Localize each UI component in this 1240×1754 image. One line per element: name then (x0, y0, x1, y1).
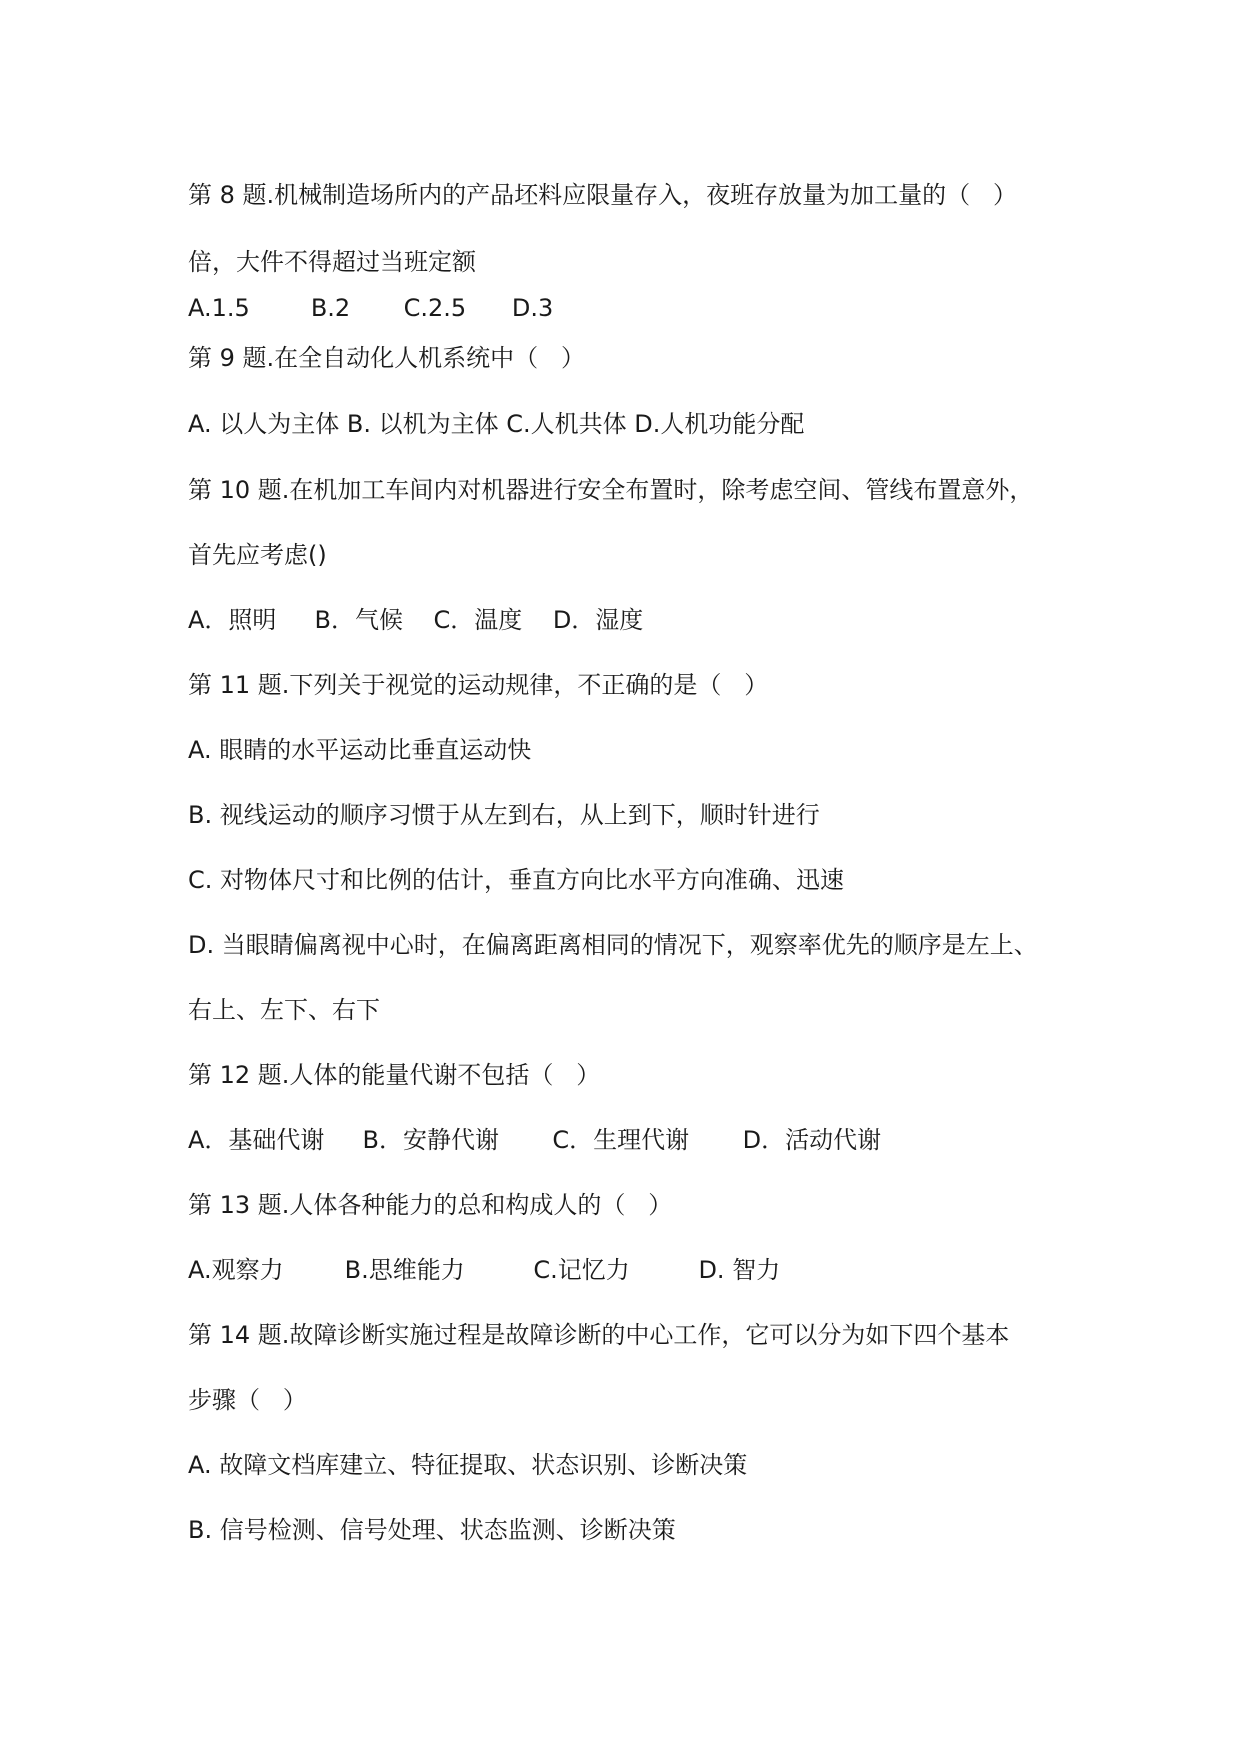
question-9-options: A. 以人为主体 B. 以机为主体 C.人机共体 D.人机功能分配 (188, 410, 805, 438)
question-9-stem: 第 9 题.在全自动化人机系统中（ ） (188, 344, 586, 372)
question-14-stem-continued: 步骤（ ） (188, 1386, 307, 1414)
question-8-stem: 第 8 题.机械制造场所内的产品坯料应限量存入，夜班存放量为加工量的（ ） (188, 181, 1018, 209)
question-11-option-d-continued: 右上、左下、右下 (188, 996, 380, 1024)
question-13-options: A.观察力 B.思维能力 C.记忆力 D. 智力 (188, 1256, 781, 1284)
question-10-stem-continued: 首先应考虑() (188, 541, 327, 569)
question-11-option-c: C. 对物体尺寸和比例的估计，垂直方向比水平方向准确、迅速 (188, 866, 845, 894)
question-11-option-a: A. 眼睛的水平运动比垂直运动快 (188, 736, 532, 764)
question-13-stem: 第 13 题.人体各种能力的总和构成人的（ ） (188, 1191, 673, 1219)
question-12-options: A．基础代谢 B．安静代谢 C．生理代谢 D．活动代谢 (188, 1126, 882, 1154)
question-11-option-d: D. 当眼睛偏离视中心时，在偏离距离相同的情况下，观察率优先的顺序是左上、 (188, 931, 1038, 959)
question-8-stem-continued: 倍，大件不得超过当班定额 (188, 248, 476, 276)
question-10-stem: 第 10 题.在机加工车间内对机器进行安全布置时，除考虑空间、管线布置意外， (188, 476, 1034, 504)
question-14-option-a: A. 故障文档库建立、特征提取、状态识别、诊断决策 (188, 1451, 748, 1479)
question-11-option-b: B. 视线运动的顺序习惯于从左到右，从上到下，顺时针进行 (188, 801, 820, 829)
question-8-options: A.1.5 B.2 C.2.5 D.3 (188, 294, 554, 322)
question-14-option-b: B. 信号检测、信号处理、状态监测、诊断决策 (188, 1516, 676, 1544)
question-12-stem: 第 12 题.人体的能量代谢不包括（ ） (188, 1061, 601, 1089)
question-11-stem: 第 11 题.下列关于视觉的运动规律，不正确的是（ ） (188, 671, 769, 699)
question-10-options: A．照明 B．气候 C．温度 D．湿度 (188, 606, 644, 634)
question-14-stem: 第 14 题.故障诊断实施过程是故障诊断的中心工作，它可以分为如下四个基本 (188, 1321, 1010, 1349)
